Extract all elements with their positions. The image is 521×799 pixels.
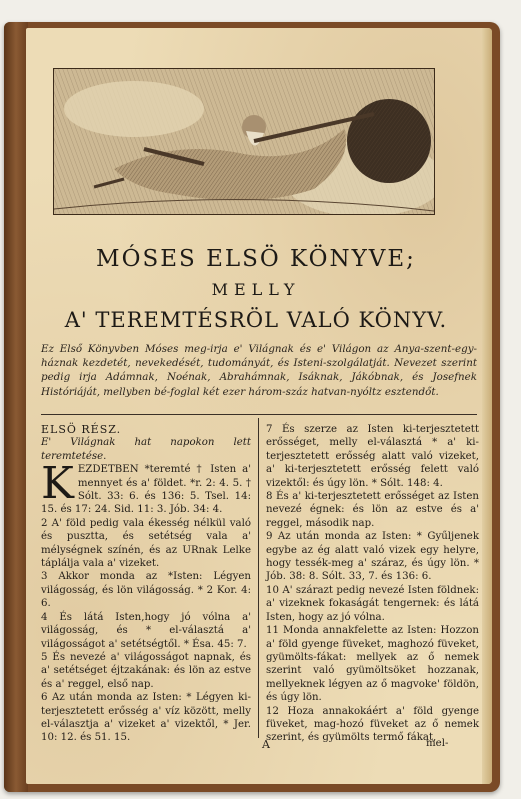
catchword: mel- <box>426 738 449 749</box>
section-subtitle: E' Világnak hat napokon lett teremtetése. <box>41 437 251 462</box>
column-divider <box>258 418 259 738</box>
verse-5: 5 És nevezé a' világosságot napnak, és a' setétséget éjtzakának: és lön az estve és a' reggel, első nap. <box>41 651 251 690</box>
verse-2: 2 A' föld pedig vala ékesség nélkül való és pusztta, és setétség vala a' mélységnek színén, és az URnak Lelke táplálja vala a' vizeket. <box>41 517 251 570</box>
verse-9: 9 Az után monda az Isten: * Gyűljenek egybe az ég alatt való vizek egy helyre, hogy tessék-meg a' száraz, és úgy lön. * Jób. 38: 8. Sólt. 33, 7. és 136: 6. <box>266 531 479 583</box>
left-column <box>41 423 251 745</box>
verse-12: 12 Hoza annakokáért a' föld gyenge füveket, mag-hozó füveket az ő nemek szerint, és gyümölts termő fákat, <box>266 705 479 744</box>
drop-cap: K <box>41 458 74 510</box>
book-spine <box>4 22 28 792</box>
right-column <box>266 423 479 745</box>
signature-mark: A <box>262 738 270 751</box>
verse-4: 4 És látá Isten,hogy jó vólna a' világosság, és * el-választá a' világosságot a' setétségtől. * Ésa. 45: 7. <box>41 611 251 650</box>
page-title: MÓSES ELSÖ KÖNYVE; <box>96 246 416 272</box>
verse-7: 7 És szerze az Isten ki-terjesztetett erősséget, melly el-választá * a' ki-terjesztetett erősség alatt való vizeket, a' ki-terjesztetett erősség felett való vizektől: és úgy lön. * Sólt. 148: 4. <box>266 424 479 489</box>
book <box>4 22 500 792</box>
verse-8: 8 És a' ki-terjesztetett erősséget az Isten nevezé égnek: és lön az estve és a' reggel, második nap. <box>266 491 479 529</box>
page-subtitle: A' TEREMTÉSRÖL VALÓ KÖNYV. <box>64 308 448 332</box>
verse-6: 6 Az után monda az Isten: * Légyen ki-terjesztetett erősség a' víz között, melly el-választja a' vizeket a' vizektől, * Jer. 10: 12. és 51. 15. <box>41 692 251 744</box>
divider-rule <box>41 414 477 415</box>
page-edge <box>482 28 492 784</box>
book-summary: Ez Első Könyvben Móses meg-irja e' Világnak és e' Világon az Anya-szent-egy-háznak kezdetét, nevekedését, tudományát, és Isteni-szolgálatját. Nevezet szerint pedig irja Adámnak, Noénak, Abrahámnak, Isáknak, Jákóbnak, és Josefnek Históriáját, mellyben bé-foglal két ezer három-száz hatvan-nyóltz esztendőt. <box>41 343 477 398</box>
book-page <box>26 28 492 784</box>
engraving-illustration <box>53 68 435 215</box>
engraving-svg <box>54 69 434 214</box>
verse-10: 10 A' szárazt pedig nevezé Isten földnek: a' vizeknek fokaságát tengernek: és látá Isten, hogy az jó vólna. <box>266 584 479 623</box>
page-title-connector: MELLY <box>211 280 301 299</box>
verse-11: 11 Monda annakfelette az Isten: Hozzon a' föld gyenge füveket, maghozó füveket, gyümölts-fákat: mellyek az ő nemek szerint való gyümöltsöket hozzanak, mellyeknek légyen az ő magvoke' földön, és úgy lön. <box>266 625 479 704</box>
section-heading: ELSÖ RÉSZ. <box>41 423 122 436</box>
verse-1: KEZDETBEN *teremté † Isten a' mennyet és a' földet. *r. 2: 4. 5. † Sólt. 33: 6. és 136: 5. Tsel. 14: 15. és 17: 24. Sid. 11: 3. Jób. 34: 4. <box>41 458 251 516</box>
verse-3: 3 Akkor monda az *Isten: Légyen világosság, és lön világosság. * 2 Kor. 4: 6. <box>41 571 251 610</box>
